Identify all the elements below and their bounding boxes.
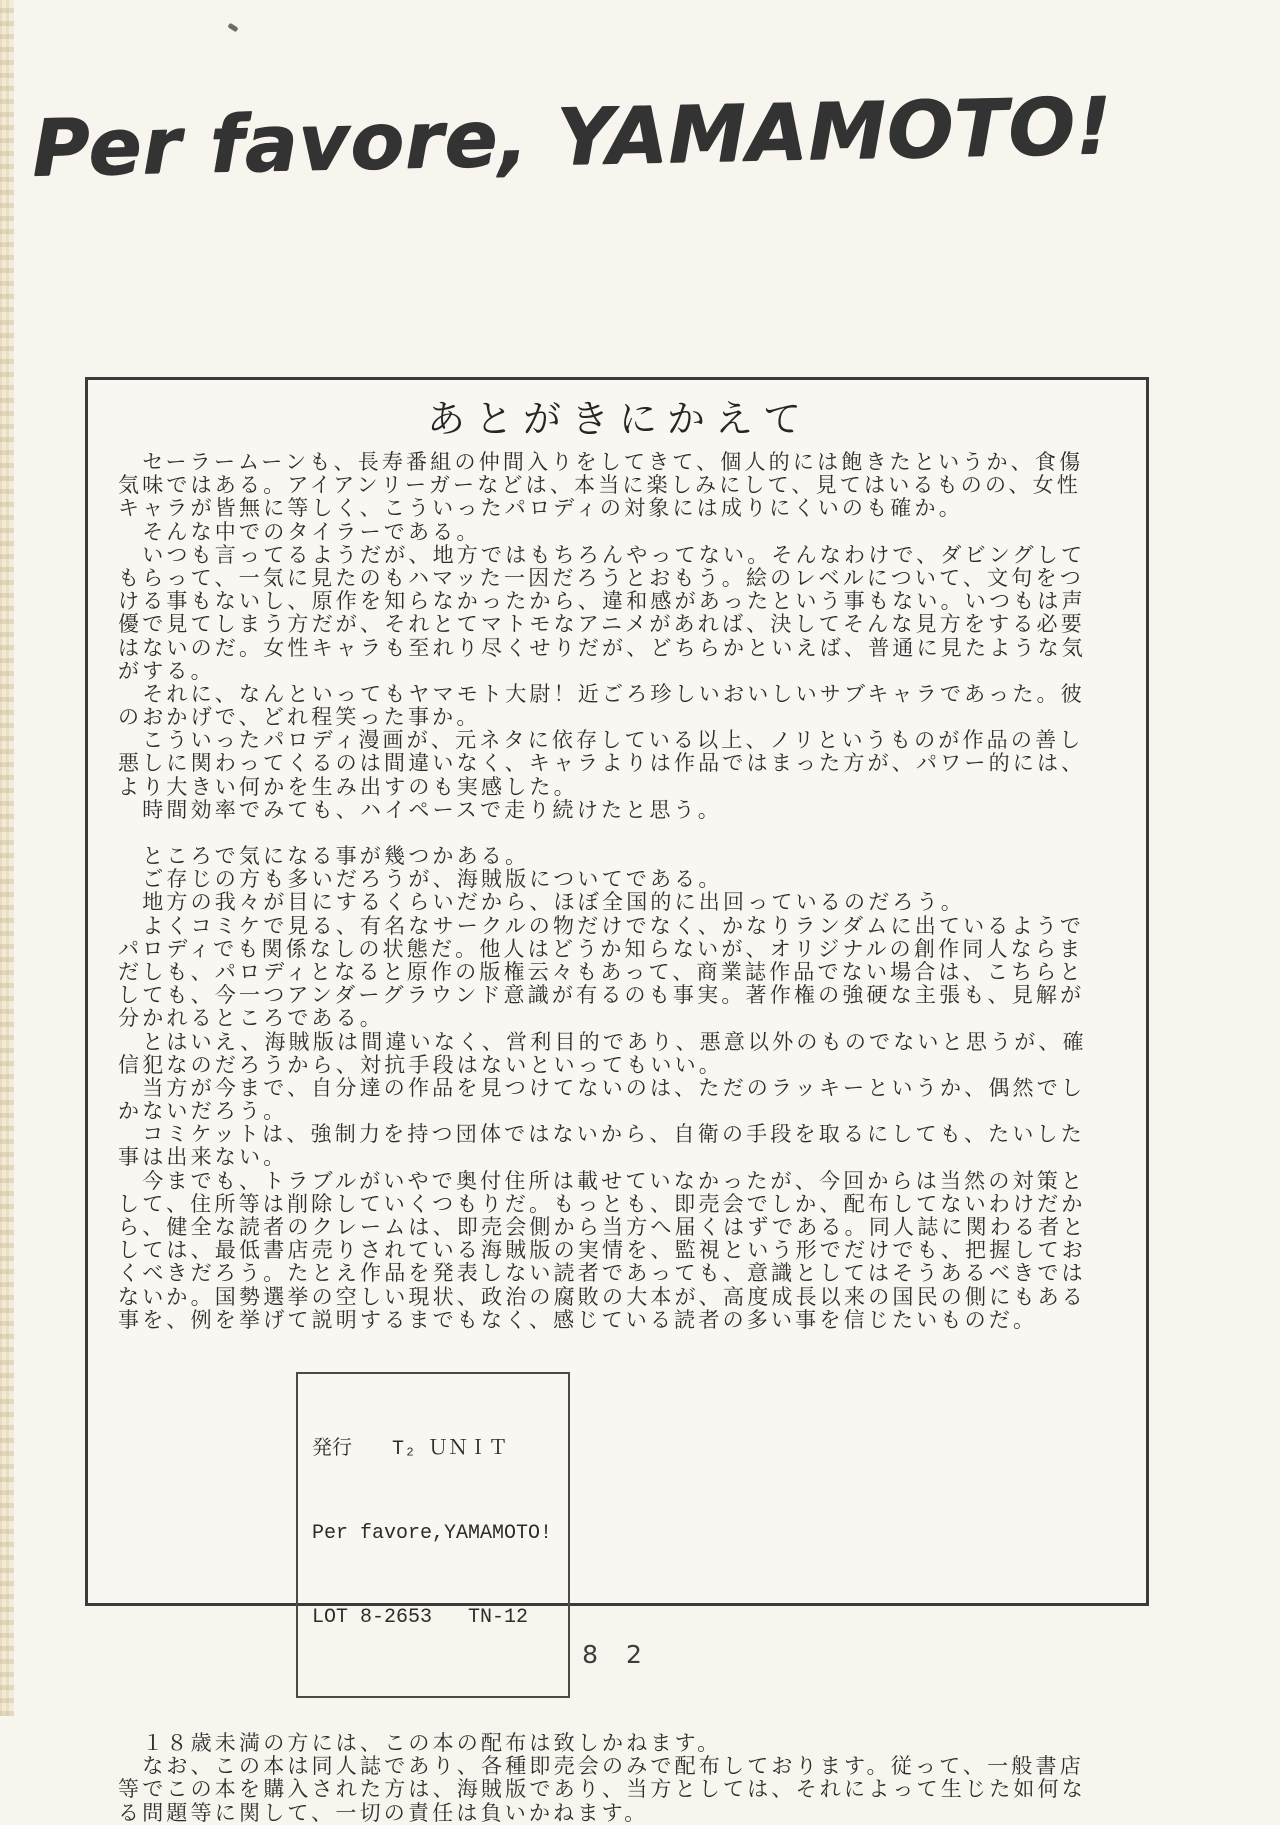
text-line: くべきだろう。たとえ作品を発表しない読者であっても、意識としてはそうあるべきでは bbox=[118, 1261, 1086, 1286]
text-line: して、住所等は削除していくつもりだ。もっとも、即売会でしか、配布してないわけだか bbox=[118, 1191, 1086, 1216]
text-line: ご存じの方も多いだろうが、海賊版についてである。 bbox=[118, 867, 723, 892]
text-line: 事を、例を挙げて説明するまでもなく、感じている読者の多い事を信じたいものだ。 bbox=[118, 1307, 1038, 1332]
text-line: ける事もないし、原作を知らなかったから、違和感があったという事もない。いつもは声 bbox=[118, 589, 1086, 614]
text-line: それに、なんといってもヤマモト大尉！近ごろ珍しいおいしいサブキャラであった。彼 bbox=[118, 681, 1085, 706]
colophon-publisher-line: 発行 T₂ ＵＮＩＴ bbox=[312, 1437, 509, 1461]
text-line: 気味ではある。アイアンリーガーなどは、本当に楽しみにして、見てはいるものの、女性 bbox=[118, 473, 1081, 498]
disclaimer-line: １８歳未満の方には、この本の配布は致しかねます。 bbox=[118, 1730, 722, 1755]
text-line: 地方の我々が目にするくらいだから、ほぼ全国的に出回っているのだろう。 bbox=[118, 890, 965, 915]
text-line: だしも、パロディとなると原作の版権云々もあって、商業誌作品でない場合は、こちらと bbox=[118, 959, 1084, 984]
text-line: しては、最低書店売りされている海賊版の実情を、監視という形でだけでも、把握してお bbox=[118, 1238, 1086, 1263]
text-line: 当方が今まで、自分達の作品を見つけてないのは、ただのラッキーというか、偶然でし bbox=[118, 1075, 1086, 1100]
text-line: 悪しに関わってくるのは間違いなく、キャラよりは作品ではまった方が、パワー的には、 bbox=[118, 751, 1086, 776]
text-line: パロディでも関係なしの状態だ。他人はどうか知らないが、オリジナルの創作同人ならま bbox=[118, 936, 1084, 961]
text-line: そんな中でのタイラーである。 bbox=[118, 519, 481, 544]
scan-edge-texture bbox=[0, 0, 14, 1716]
text-line: がする。 bbox=[118, 658, 215, 683]
disclaimer-line: なお、この本は同人誌であり、各種即売会のみで配布しております。従って、一般書店 bbox=[118, 1754, 1084, 1779]
page-number: 8 2 bbox=[582, 1640, 652, 1669]
text-line: のおかげで、どれ程笑った事か。 bbox=[118, 705, 481, 730]
paragraph-spacer bbox=[118, 822, 1120, 845]
text-line: セーラームーンも、長寿番組の仲間入りをしてきて、個人的には飽きたというか、食傷 bbox=[118, 450, 1084, 474]
text-line: 事は出来ない。 bbox=[118, 1145, 288, 1170]
text-line: はないのだ。女性キャラも至れり尽くせりだが、どちらかといえば、普通に見たような気 bbox=[118, 635, 1086, 660]
afterword-heading: あとがきにかえて bbox=[426, 399, 811, 441]
disclaimer-line: 等でこの本を購入された方は、海賊版であり、当方としては、それによって生じた如何な bbox=[118, 1777, 1086, 1802]
text-line: こういったパロディ漫画が、元ネタに依存している以上、ノリというものが作品の善し bbox=[118, 728, 1084, 753]
text-line: 信犯なのだろうから、対抗手段はないといってもいい。 bbox=[118, 1052, 723, 1077]
afterword-body-part1 bbox=[118, 451, 1120, 822]
text-line: ないか。国勢選挙の空しい現状、政治の腐敗の大本が、高度成長以来の国民の側にもある bbox=[118, 1284, 1086, 1309]
text-line: もらって、一気に見たのもハマッた一因だろうとおもう。絵のレベルについて、文句をつ bbox=[118, 565, 1084, 590]
afterword-body-part2 bbox=[118, 845, 1120, 1332]
text-line: 時間効率でみても、ハイペースで走り続けたと思う。 bbox=[118, 797, 722, 822]
colophon-lot-line: LOT 8-2653 TN-12 bbox=[312, 1605, 529, 1629]
text-line: ところで気になる事が幾つかある。 bbox=[118, 844, 530, 868]
colophon-title-line: Per favore,YAMAMOTO! bbox=[312, 1521, 553, 1545]
text-line: 分かれるところである。 bbox=[118, 1006, 384, 1031]
text-line: いつも言ってるようだが、地方ではもちろんやってない。そんなわけで、ダビングして bbox=[118, 542, 1086, 567]
ink-speck bbox=[227, 23, 238, 33]
text-line: より大きい何かを生み出すのも実感した。 bbox=[118, 774, 578, 799]
disclaimer bbox=[118, 1732, 1120, 1825]
afterword-box bbox=[85, 377, 1149, 1825]
text-line: かないだろう。 bbox=[118, 1099, 288, 1124]
text-line: 優で見てしまう方だが、それとてマトモなアニメがあれば、決してそんな見方をする必要 bbox=[118, 612, 1085, 637]
text-line: キャラが皆無に等しく、こういったパロディの対象には成りにくいのも確か。 bbox=[118, 496, 963, 521]
page-title: Per favore, YAMAMOTO! bbox=[31, 81, 1113, 195]
text-line: ら、健全な読者のクレームは、即売会側から当方へ届くはずである。同人誌に関わる者と bbox=[118, 1215, 1087, 1239]
disclaimer-line: る問題等に関して、一切の責任は負いかねます。 bbox=[118, 1800, 649, 1825]
text-line: とはいえ、海賊版は間違いなく、営利目的であり、悪意以外のものでないと思うが、確 bbox=[118, 1029, 1087, 1054]
text-line: よくコミケで見る、有名なサークルの物だけでなく、かなりランダムに出ているようで bbox=[118, 913, 1085, 938]
text-line: しても、今一つアンダーグラウンド意識が有るのも事実。著作権の強硬な主張も、見解が bbox=[118, 983, 1085, 1008]
text-line: コミケットは、強制力を持つ団体ではないから、自衛の手段を取るにしても、たいした bbox=[118, 1122, 1085, 1147]
text-line: 今までも、トラブルがいやで奥付住所は載せていなかったが、今回からは当然の対策と bbox=[118, 1168, 1086, 1193]
